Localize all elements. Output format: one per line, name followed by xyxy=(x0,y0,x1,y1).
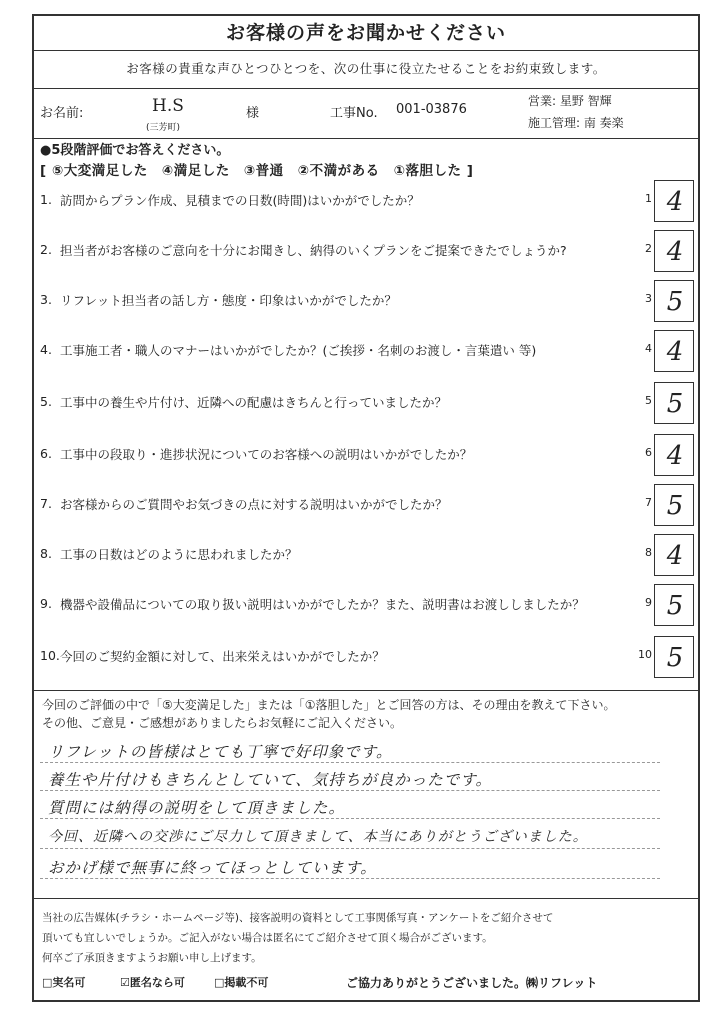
ruled-line xyxy=(40,878,660,879)
question-text: 訪問からプラン作成、見積までの日数(時間)はいかがでしたか？ xyxy=(60,193,420,208)
handwritten-rating: 4 xyxy=(666,441,684,471)
consent-line-2: 頂いても宜しいでしょうか。ご記入がない場合は匿名にてご紹介させて頂く場合がございます。 xyxy=(42,932,493,944)
answer-box[interactable] xyxy=(654,636,694,678)
answer-box-number: 2 xyxy=(645,242,652,255)
answer-box-number: 10 xyxy=(638,648,652,661)
consent-line-1: 当社の広告媒体(チラシ・ホームページ等)、接客説明の資料として工事関係写真・アンケートをご紹介させて xyxy=(42,912,554,924)
question-text: 機器や設備品についての取り扱い説明はいかがでしたか？また、説明書はお渡ししましたか？ xyxy=(60,597,585,612)
handwritten-rating: 4 xyxy=(666,187,684,217)
rating-heading: ●5段階評価でお答えください。 xyxy=(40,143,230,158)
customer-area: (三芳町) xyxy=(146,123,181,133)
answer-box-number: 9 xyxy=(645,596,652,609)
question-item xyxy=(34,532,624,576)
question-text: 工事中の段取り・進捗状況についてのお客様への説明はいかがでしたか？ xyxy=(60,447,473,462)
question-number: 2. xyxy=(40,242,52,257)
question-item xyxy=(34,432,624,476)
job-no-label: 工事No. xyxy=(330,106,378,121)
question-number: 5. xyxy=(40,394,52,409)
answer-box[interactable] xyxy=(654,434,694,476)
question-number: 6. xyxy=(40,446,52,461)
customer-name: H.S xyxy=(152,96,184,116)
handwritten-rating: 5 xyxy=(666,643,684,673)
answer-box-number: 3 xyxy=(645,292,652,305)
question-item xyxy=(34,634,624,678)
divider xyxy=(34,690,698,691)
answer-box-number: 1 xyxy=(645,192,652,205)
answer-box[interactable] xyxy=(654,280,694,322)
question-text: リフレット担当者の話し方・態度・印象はいかがでしたか？ xyxy=(60,293,397,308)
handwritten-rating: 4 xyxy=(666,541,684,571)
consent-line-3: 何卒ご了承頂きますようお願い申し上げます。 xyxy=(42,952,262,964)
answer-box-number: 6 xyxy=(645,446,652,459)
rating-scale: [ ⑤大変満足した ④満足した ③普通 ②不満がある ①落胆した ] xyxy=(40,163,474,179)
handwritten-rating: 4 xyxy=(666,337,684,367)
question-item xyxy=(34,380,624,424)
question-item xyxy=(34,228,624,272)
customer-info-row xyxy=(34,88,698,139)
question-text: 工事中の養生や片付け、近隣への配慮はきちんと行っていましたか？ xyxy=(60,395,448,410)
site-supervisor: 施工管理: 南 奏楽 xyxy=(528,116,624,130)
comment-instruction-1: 今回のご評価の中で「⑤大変満足した」または「①落胆した」とご回答の方は、その理由を教えて下さい。 xyxy=(42,698,616,712)
option-anonymous[interactable]: ☑匿名なら可 xyxy=(120,976,185,989)
question-number: 10. xyxy=(40,648,60,663)
question-number: 3. xyxy=(40,292,52,307)
question-text: 工事施工者・職人のマナーはいかがでしたか？(ご挨拶・名刺のお渡し・言葉遣い 等) xyxy=(60,343,537,358)
answer-box[interactable] xyxy=(654,584,694,626)
question-number: 1. xyxy=(40,192,52,207)
question-number: 9. xyxy=(40,596,52,611)
answer-box-number: 7 xyxy=(645,496,652,509)
answer-box-number: 5 xyxy=(645,394,652,407)
name-label: お名前: xyxy=(40,106,84,121)
ruled-line xyxy=(40,848,660,849)
form-title: お客様の声をお聞かせください xyxy=(34,16,698,51)
answer-box[interactable] xyxy=(654,180,694,222)
sales-rep: 営業: 星野 智輝 xyxy=(528,94,612,108)
question-text: 担当者がお客様のご意向を十分にお聞きし、納得のいくプランをご提案できたでしょうか? xyxy=(60,243,567,258)
handwritten-comment: 養生や片付けもきちんとしていて、気持ちが良かったです。 xyxy=(48,771,492,789)
answer-box[interactable] xyxy=(654,230,694,272)
handwritten-rating: 5 xyxy=(666,591,684,621)
handwritten-comment: おかげ様で無事に終ってほっとしています。 xyxy=(48,859,377,877)
pledge-text: お客様の貴重な声ひとつひとつを、次の仕事に役立たせることをお約束致します。 xyxy=(34,50,698,89)
ruled-line xyxy=(40,790,660,791)
question-item xyxy=(34,482,624,526)
answer-box[interactable] xyxy=(654,534,694,576)
option-no-publish[interactable]: □掲載不可 xyxy=(214,976,269,989)
handwritten-comment: 今回、近隣への交渉にご尽力して頂きまして、本当にありがとうございました。 xyxy=(48,829,588,845)
handwritten-comment: 質問には納得の説明をして頂きました。 xyxy=(48,799,346,817)
handwritten-rating: 5 xyxy=(666,491,684,521)
question-number: 7. xyxy=(40,496,52,511)
question-item xyxy=(34,582,624,626)
thanks-message: ご協力ありがとうございました。㈱リフレット xyxy=(346,976,598,990)
job-no: 001-03876 xyxy=(396,102,467,117)
question-item xyxy=(34,178,624,222)
question-number: 4. xyxy=(40,342,52,357)
honorific: 様 xyxy=(246,106,260,121)
handwritten-comment: リフレットの皆様はとても丁寧で好印象です。 xyxy=(48,743,393,761)
answer-box[interactable] xyxy=(654,330,694,372)
answer-box-number: 8 xyxy=(645,546,652,559)
question-text: 工事の日数はどのように思われましたか？ xyxy=(60,547,298,562)
question-item xyxy=(34,328,624,372)
handwritten-rating: 4 xyxy=(666,237,684,267)
question-text: お客様からのご質問やお気づきの点に対する説明はいかがでしたか？ xyxy=(60,497,448,512)
answer-box[interactable] xyxy=(654,484,694,526)
ruled-line xyxy=(40,762,660,763)
answer-box[interactable] xyxy=(654,382,694,424)
option-real-name[interactable]: □実名可 xyxy=(42,976,86,989)
question-text: 今回のご契約金額に対して、出来栄えはいかがでしたか？ xyxy=(60,649,385,664)
handwritten-rating: 5 xyxy=(666,287,684,317)
survey-form xyxy=(32,14,700,1002)
ruled-line xyxy=(40,818,660,819)
divider xyxy=(34,898,698,899)
handwritten-rating: 5 xyxy=(666,389,684,419)
answer-box-number: 4 xyxy=(645,342,652,355)
question-number: 8. xyxy=(40,546,52,561)
question-item xyxy=(34,278,624,322)
comment-instruction-2: その他、ご意見・ご感想がありましたらお気軽にご記入ください。 xyxy=(42,716,403,730)
